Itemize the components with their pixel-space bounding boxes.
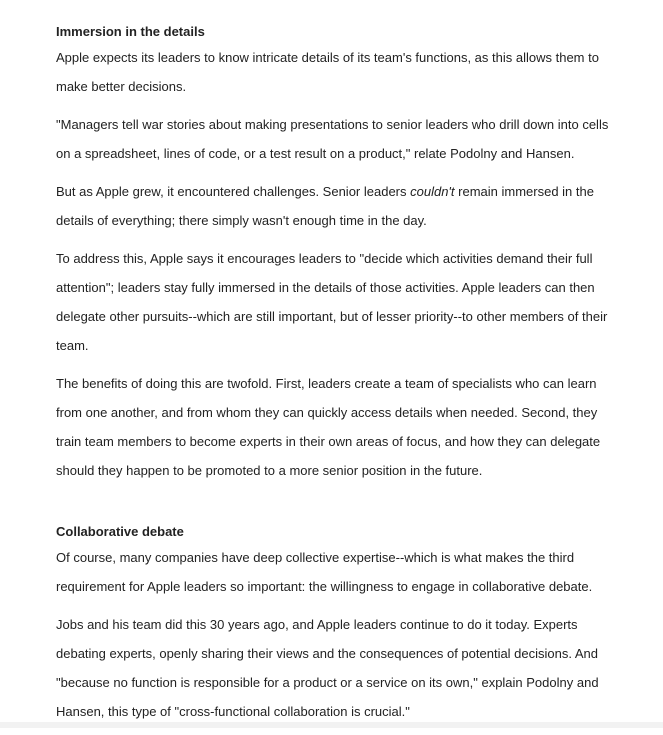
page-bottom-edge (0, 722, 663, 728)
section-spacer (56, 494, 616, 522)
emphasis-text: couldn't (410, 184, 455, 199)
paragraph (56, 177, 616, 235)
section-heading-immersion: Immersion in the details (56, 24, 205, 39)
paragraph: "Managers tell war stories about making presentations to senior leaders who drill down into cells on a spreadsheet, lines of code, or a test result on a product," relate Podolny and Hansen. (56, 117, 609, 161)
article-body (56, 22, 616, 735)
paragraph: Apple expects its leaders to know intricate details of its team's functions, as this allows them to make better decisions. (56, 50, 599, 94)
paragraph-text: But as Apple grew, it encountered challenges. Senior leaders (56, 184, 411, 199)
section-heading-collaborative-debate: Collaborative debate (56, 524, 184, 539)
paragraph: The benefits of doing this are twofold. First, leaders create a team of specialists who can learn from one another, and from whom they can quickly access details when needed. Second, they train team members to become experts in their own areas of focus, and how they can delegate should they happen to be promoted to a more senior position in the future. (56, 376, 601, 478)
paragraph: To address this, Apple says it encourages leaders to "decide which activities demand their full attention"; leaders stay fully immersed in the details of those activities. Apple leaders can then delegate other pursuits--which are still important, but of lesser priority--to other members of their team. (56, 251, 608, 353)
paragraph-text: remain immersed in the details of everything; there simply wasn't enough time in the day. (56, 184, 594, 228)
paragraph: Jobs and his team did this 30 years ago, and Apple leaders continue to do it today. Experts debating experts, openly sharing their views and the consequences of potential decisions. And "because no function is responsible for a product or a service on its own," explain Podolny and Hansen, this type of "cross-functional collaboration is crucial." (56, 617, 599, 719)
paragraph: Of course, many companies have deep collective expertise--which is what makes the third requirement for Apple leaders so important: the willingness to engage in collaborative debate. (56, 550, 593, 594)
